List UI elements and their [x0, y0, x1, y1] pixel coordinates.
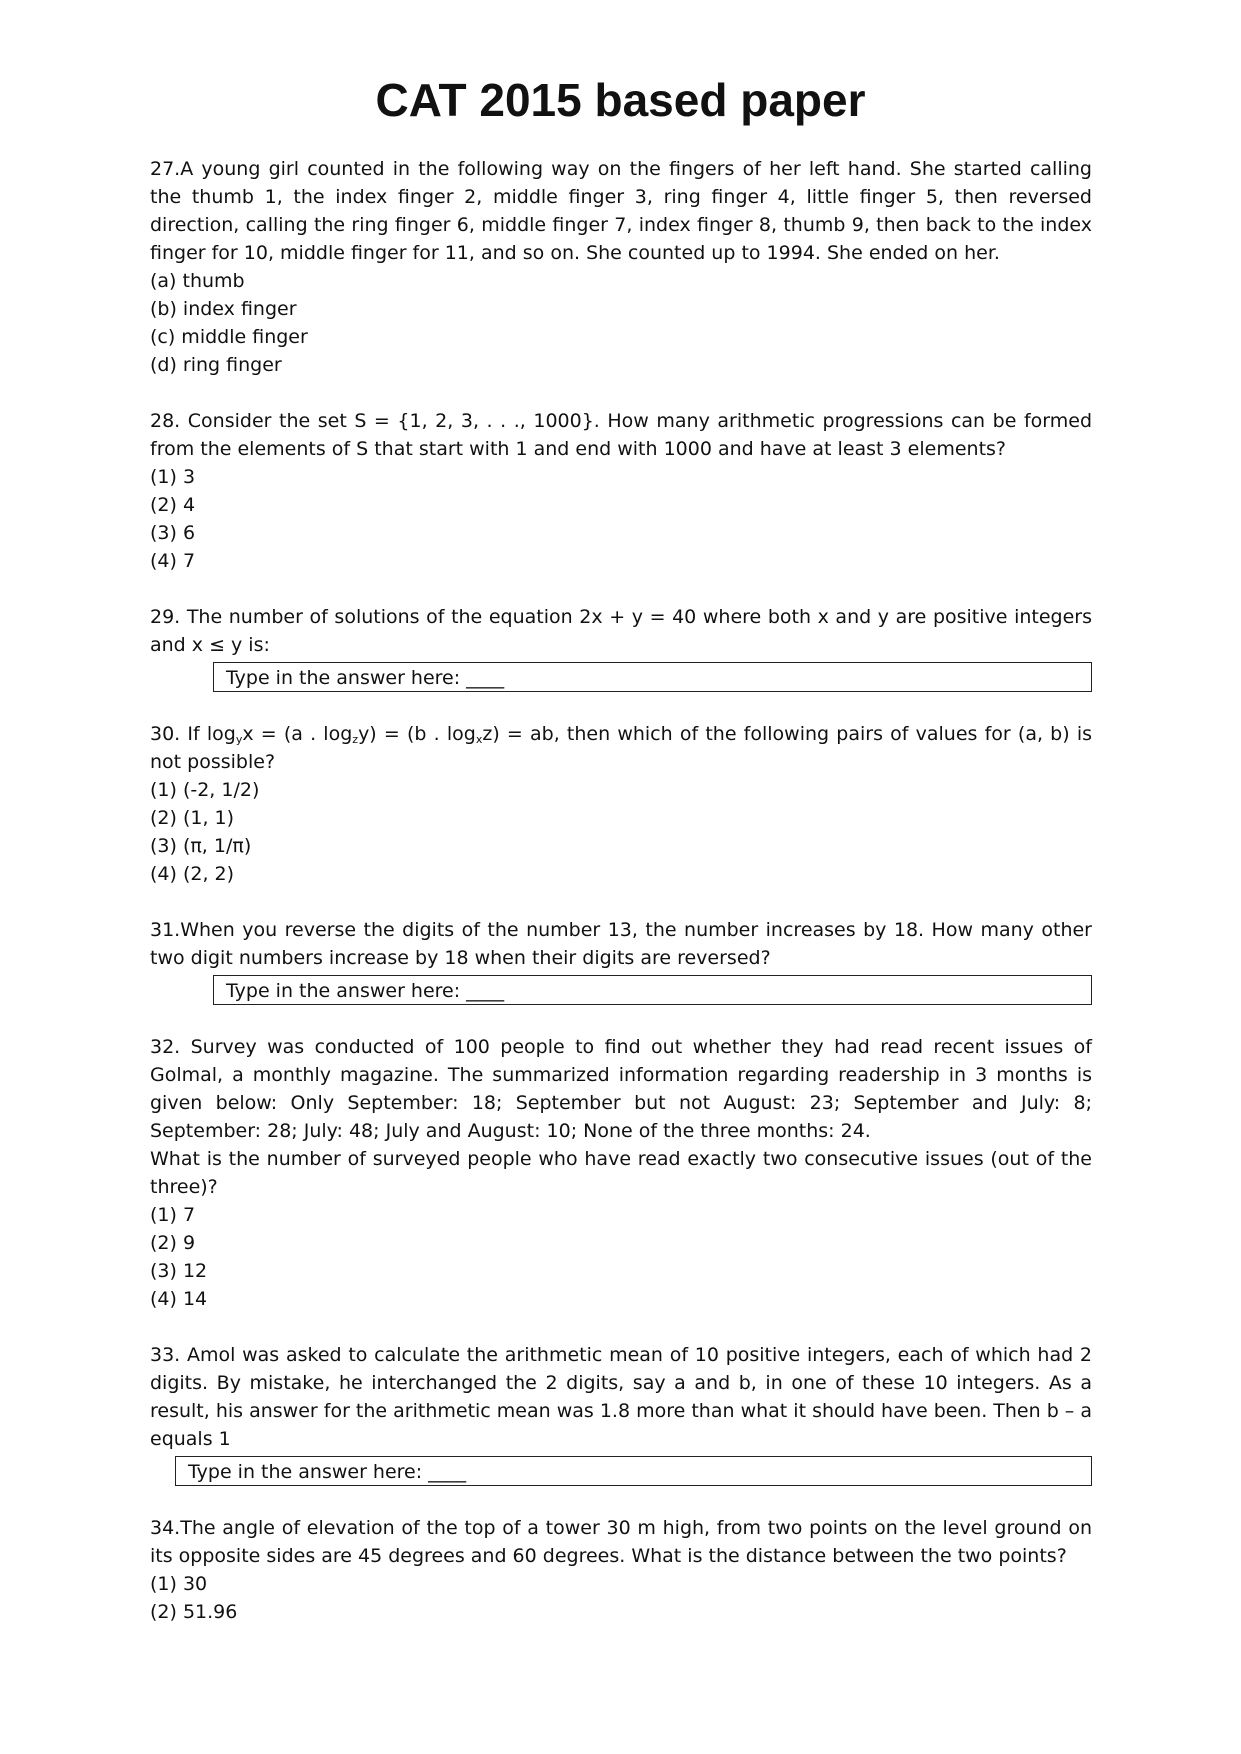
- option-list: [150, 267, 1092, 379]
- question-27: [150, 155, 1092, 379]
- answer-box[interactable]: Type in the answer here: ____: [175, 1456, 1092, 1486]
- log-base-subscript: x: [475, 733, 483, 746]
- option-list: [150, 776, 1092, 888]
- text-fragment: z) = ab, then which of the following pairs of values for (a, b) is not possible?: [150, 723, 1092, 773]
- option-item: (1) 30: [150, 1573, 208, 1595]
- question-text: 31.When you reverse the digits of the number 13, the number increases by 18. How many other two digit numbers increase by 18 when their digits are reversed?: [150, 919, 1092, 969]
- text-fragment: x = (a . log: [242, 723, 353, 745]
- page-title: CAT 2015 based paper: [375, 74, 866, 126]
- option-list: [150, 1201, 1092, 1313]
- question-28: [150, 407, 1092, 575]
- question-32: [150, 1033, 1092, 1313]
- option-item: (a) thumb: [150, 270, 245, 292]
- option-list: [150, 1570, 1092, 1626]
- question-text: [150, 720, 1092, 776]
- option-item: (3) 6: [150, 522, 196, 544]
- option-item: (3) 12: [150, 1260, 208, 1282]
- question-31: [150, 916, 1092, 1005]
- question-text: 29. The number of solutions of the equation 2x + y = 40 where both x and y are positive integers and x ≤ y is:: [150, 606, 1092, 656]
- option-list: [150, 463, 1092, 575]
- question-text: 28. Consider the set S = {1, 2, 3, . . ., 1000}. How many arithmetic progressions can be formed from the elements of S that start with 1 and end with 1000 and have at least 3 elements?: [150, 410, 1092, 460]
- option-item: (4) 7: [150, 550, 196, 572]
- answer-box[interactable]: Type in the answer here: ____: [213, 662, 1092, 692]
- question-30: [150, 720, 1092, 888]
- question-33: [150, 1341, 1092, 1486]
- option-item: (2) 9: [150, 1232, 196, 1254]
- option-item: (2) 51.96: [150, 1601, 238, 1623]
- question-text: 27.A young girl counted in the following way on the fingers of her left hand. She started calling the thumb 1, the index finger 2, middle finger 3, ring finger 4, little finger 5, then reversed direction, calling the ring finger 6, middle finger 7, index finger 8, thumb 9, then back to the index finger for 10, middle finger for 11, and so on. She counted up to 1994. She ended on her.: [150, 158, 1092, 264]
- option-item: (2) 4: [150, 494, 196, 516]
- text-fragment: y) = (b . log: [358, 723, 476, 745]
- option-item: (3) (π, 1/π): [150, 835, 252, 857]
- option-item: (b) index finger: [150, 298, 297, 320]
- option-item: (1) 7: [150, 1204, 196, 1226]
- option-item: (c) middle finger: [150, 326, 308, 348]
- option-item: (1) 3: [150, 466, 196, 488]
- option-item: (d) ring finger: [150, 354, 282, 376]
- question-list: [150, 155, 1092, 1654]
- question-text: 33. Amol was asked to calculate the arithmetic mean of 10 positive integers, each of which had 2 digits. By mistake, he interchanged the 2 digits, say a and b, in one of these 10 integers. As a result, his answer for the arithmetic mean was 1.8 more than what it should have been. Then b – a equals 1: [150, 1344, 1092, 1450]
- question-subtext: What is the number of surveyed people who have read exactly two consecutive issues (out of the three)?: [150, 1148, 1092, 1198]
- question-text: 32. Survey was conducted of 100 people to find out whether they had read recent issues of Golmal, a monthly magazine. The summarized information regarding readership in 3 months is given below: Only September: 18; September but not August: 23; September and July: 8; September: 28; July: 48; July and August: 10; None of the three months: 24.: [150, 1036, 1092, 1142]
- log-base-subscript: y: [235, 733, 243, 746]
- question-text: 34.The angle of elevation of the top of a tower 30 m high, from two points on the level ground on its opposite sides are 45 degrees and 60 degrees. What is the distance between the two points?: [150, 1517, 1092, 1567]
- log-base-subscript: z: [352, 733, 359, 746]
- option-item: (4) (2, 2): [150, 863, 235, 885]
- text-fragment: 30. If log: [150, 723, 236, 745]
- answer-box[interactable]: Type in the answer here: ____: [213, 975, 1092, 1005]
- option-item: (4) 14: [150, 1288, 208, 1310]
- option-item: (1) (-2, 1/2): [150, 779, 260, 801]
- option-item: (2) (1, 1): [150, 807, 235, 829]
- question-29: [150, 603, 1092, 692]
- question-34: [150, 1514, 1092, 1626]
